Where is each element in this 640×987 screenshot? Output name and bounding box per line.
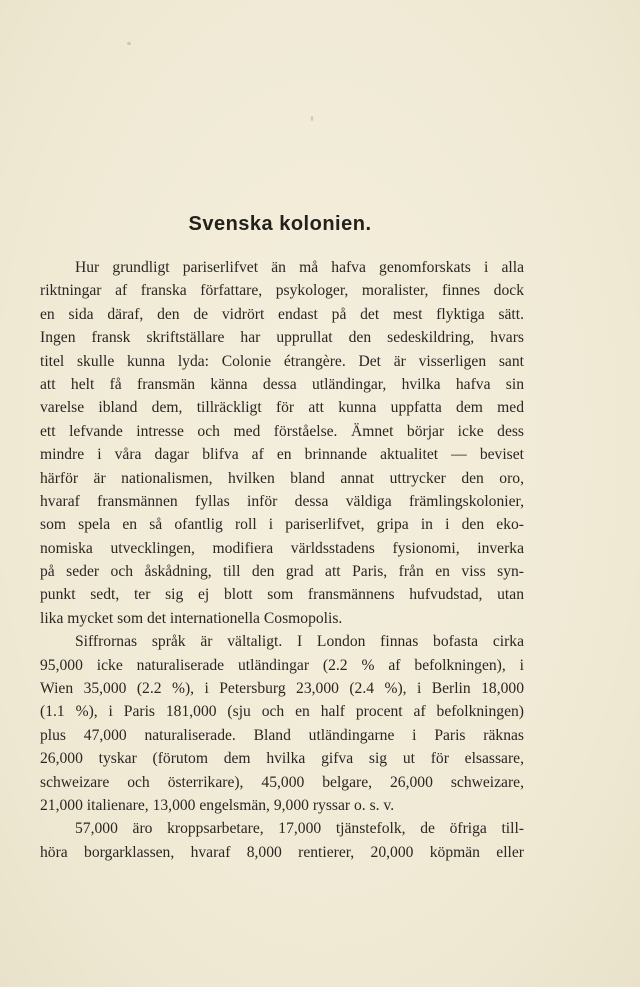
text-line: 95,000 icke naturaliserade utländingar (2.2 % af befolkningen), i [40, 656, 524, 674]
text-line: Hur grundligt pariserlifvet än må hafva genomforskats i alla [75, 259, 524, 276]
text-line: att helt få fransmän känna dessa utländingar, hvilka hafva sin [40, 375, 524, 393]
text-line: schweizare och österrikare), 45,000 belgare, 26,000 schweizare, [40, 773, 524, 791]
text-line: mindre i våra dagar blifva af en brinnande aktualitet — beviset [40, 446, 524, 464]
paper-speck [127, 42, 131, 45]
text-line: Wien 35,000 (2.2 %), i Petersburg 23,000 (2.4 %), i Berlin 18,000 [40, 680, 524, 698]
text-line: riktningar af franska författare, psykologer, moralister, finnes dock [40, 282, 524, 300]
text-line: som spela en så ofantlig roll i pariserlifvet, gripa in i den eko- [40, 516, 524, 534]
text-line: punkt sedt, ter sig ej blott som fransmännens hufvudstad, utan [40, 586, 524, 604]
text-line: Ingen fransk skriftställare har upprullat den sedeskildring, hvars [40, 329, 524, 347]
text-line: ett lefvande intresse och med förståelse. Ämnet börjar icke dess [40, 422, 524, 440]
text-line: 57,000 äro kroppsarbetare, 17,000 tjänstefolk, de öfriga till- [75, 820, 524, 838]
text-line: lika mycket som det internationella Cosmopolis. [40, 609, 343, 627]
text-line: (1.1 %), i Paris 181,000 (sju och en half procent af befolkningen) [40, 703, 524, 721]
text-line: 26,000 tyskar (förutom dem hvilka gifva sig ut för elsassare, [40, 750, 524, 768]
text-line: plus 47,000 naturaliserade. Bland utländingarne i Paris räknas [40, 726, 524, 744]
text-line: härför är nationalismen, hvilken bland annat uttrycker den oro, [40, 469, 524, 487]
text-line: Siffrornas språk är vältaligt. I London finnas bofasta cirka [75, 633, 524, 651]
text-line: på seder och åskådning, till den grad att Paris, från en viss syn- [40, 563, 524, 581]
chapter-title: Svenska kolonien. [188, 213, 372, 235]
text-line: nomiska utvecklingen, modifiera världsstadens fysionomi, inverka [40, 539, 524, 557]
text-line: varelse ibland dem, tillräckligt för att kunna uppfatta dem med [40, 399, 524, 417]
text-line: 21,000 italienare, 13,000 engelsmän, 9,000 ryssar o. s. v. [40, 796, 395, 814]
text-line: höra borgarklassen, hvaraf 8,000 rentierer, 20,000 köpmän eller [40, 843, 524, 861]
text-line: hvaraf fransmännen fyllas inför dessa väldiga främlingskolonier, [40, 492, 524, 510]
body-text [40, 256, 524, 864]
text-line: en sida däraf, den de vidrört endast på det mest flyktiga sätt. [40, 305, 524, 323]
paper-speck [311, 116, 313, 121]
text-line: titel skulle kunna lyda: Colonie étrangère. Det är visserligen sant [40, 352, 524, 370]
